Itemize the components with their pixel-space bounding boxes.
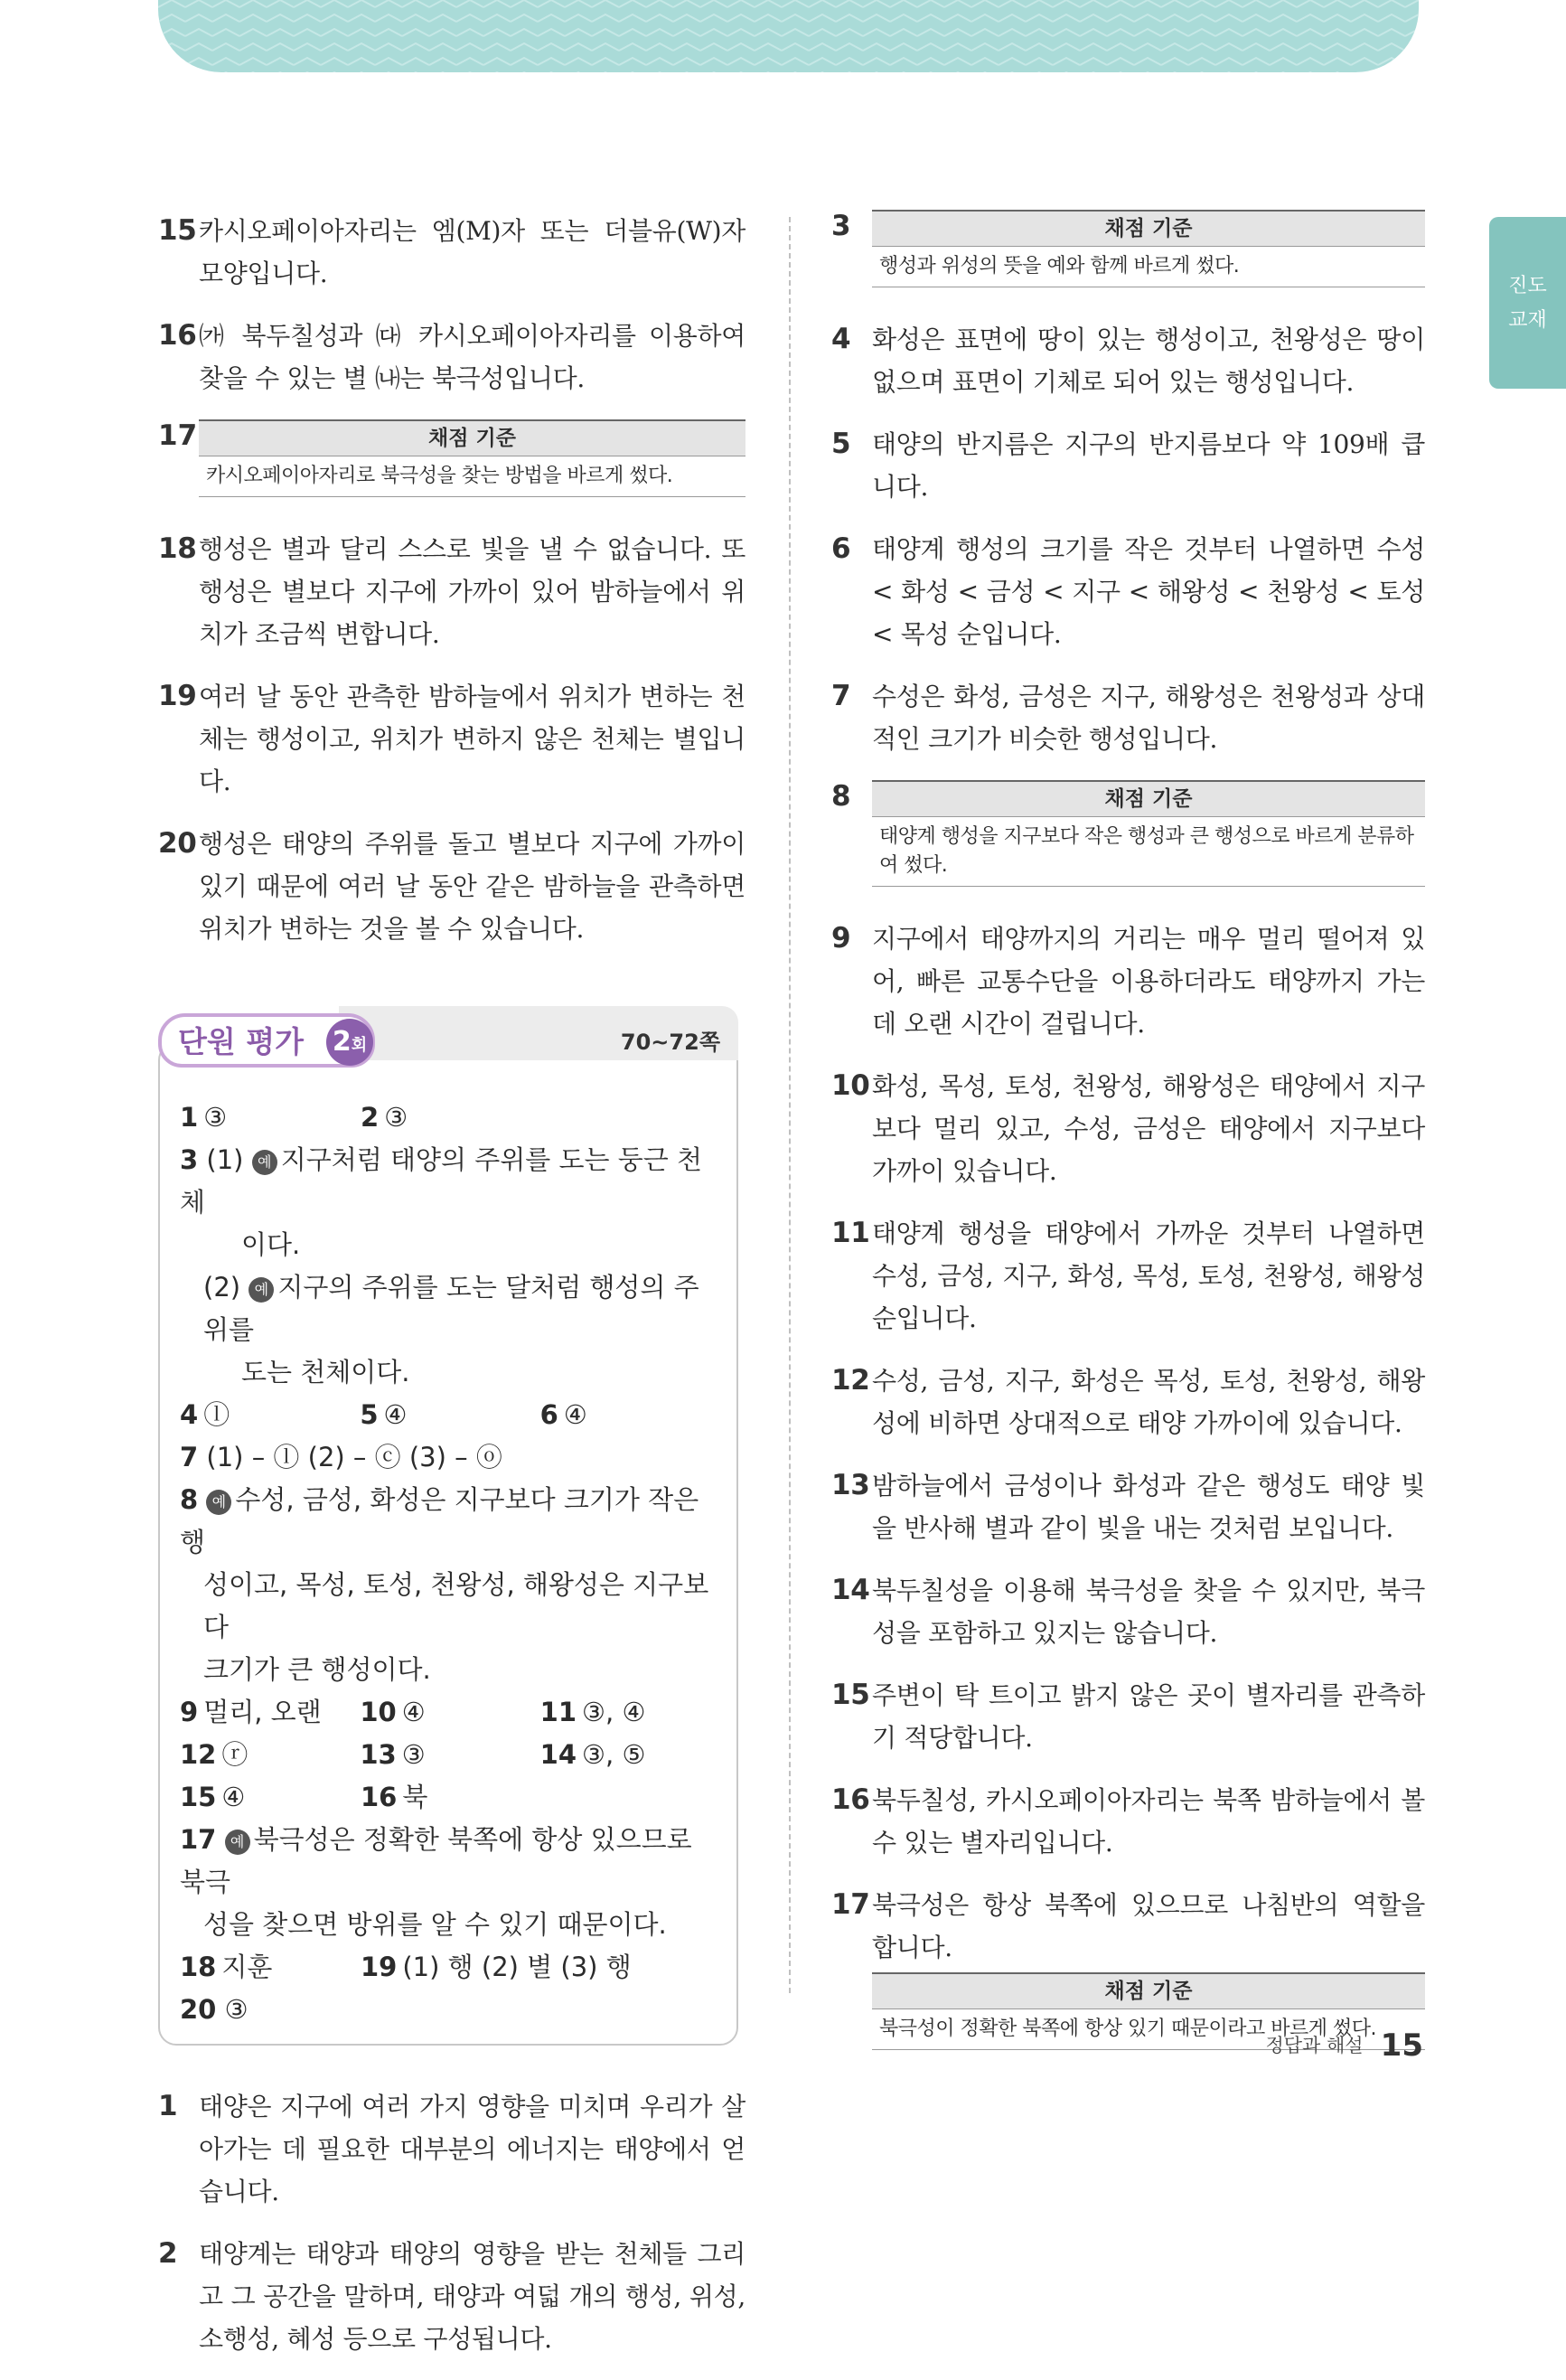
answer-item bbox=[831, 1359, 1425, 1444]
criteria-item bbox=[831, 210, 1425, 287]
answer-item bbox=[158, 315, 745, 400]
page-number: 15 bbox=[1380, 2027, 1423, 2064]
item-number: 9 bbox=[831, 922, 851, 955]
item-number: 17 bbox=[831, 1888, 870, 1921]
item-number: 14 bbox=[831, 1574, 870, 1606]
item-number: 7 bbox=[831, 680, 851, 712]
answer-item bbox=[831, 1569, 1425, 1654]
answer-row: 9 멀리, 오랜 10 ④ 11 ③, ④ bbox=[180, 1697, 646, 1727]
item-text: 화성, 목성, 토성, 천왕성, 해왕성은 태양에서 지구보다 멀리 있고, 수성, 금성은 태양에서 지구보다 가까이 있습니다. bbox=[872, 1071, 1425, 1186]
answer-item bbox=[158, 2085, 745, 2213]
criteria-body: 북극성이 정확한 북쪽에 항상 있기 때문이라고 바르게 썼다. bbox=[879, 2018, 1376, 2040]
answer-row: 15 ④ 16 북 bbox=[180, 1782, 428, 1812]
left-column bbox=[158, 210, 745, 2380]
answer-row: 12 ⓡ 13 ③ 14 ③, ⑤ bbox=[180, 1739, 646, 1770]
item-text: 행성은 태양의 주위를 돌고 별보다 지구에 가까이 있기 때문에 여러 날 동안 같은 밤하늘을 관측하면 위치가 변하는 것을 볼 수 있습니다. bbox=[199, 829, 745, 944]
answer-continuation: 성을 찾으면 방위를 알 수 있기 때문이다. bbox=[203, 1909, 667, 1940]
criteria-head: 채점 기준 bbox=[872, 1974, 1425, 2009]
item-text: 태양은 지구에 여러 가지 영향을 미치며 우리가 살아가는 데 필요한 대부분의 에너지는 태양에서 얻습니다. bbox=[199, 2092, 745, 2206]
item-number: 1 bbox=[158, 2090, 178, 2122]
answer-item bbox=[831, 917, 1425, 1045]
item-text: 북두칠성을 이용해 북극성을 찾을 수 있지만, 북극성을 포함하고 있지는 않습니다. bbox=[872, 1576, 1425, 1648]
answer-item bbox=[831, 318, 1425, 403]
answer-row: 1 ③ 2 ③ bbox=[180, 1102, 408, 1133]
item-text: 여러 날 동안 관측한 밤하늘에서 위치가 변하는 천체는 행성이고, 위치가 변하지 않은 천체는 별입니다. bbox=[199, 682, 745, 796]
answer-item bbox=[158, 528, 745, 655]
item-text: 밤하늘에서 금성이나 화성과 같은 행성도 태양 빛을 반사해 별과 같이 빛을 내는 것처럼 보입니다. bbox=[872, 1471, 1425, 1543]
footer-label: 정답과 해설 bbox=[1265, 2035, 1364, 2056]
answer-item bbox=[158, 675, 745, 803]
answer-item bbox=[831, 1779, 1425, 1864]
side-tab-line1: 진도 bbox=[1508, 275, 1547, 297]
unit-assessment-box bbox=[158, 1006, 738, 2046]
answer-item bbox=[831, 1212, 1425, 1340]
criteria-body: 카시오페이아자리로 북극성을 찾는 방법을 바르게 썼다. bbox=[206, 465, 673, 487]
item-text: ㈎ 북두칠성과 ㈐ 카시오페이아자리를 이용하여 찾을 수 있는 별 ㈏는 북극성입니다. bbox=[199, 321, 745, 393]
example-mark-icon: 예 bbox=[252, 1150, 277, 1175]
criteria-head: 채점 기준 bbox=[872, 212, 1425, 247]
answer-row: (2) 예 지구의 주위를 도는 달처럼 행성의 주위를 bbox=[203, 1272, 699, 1345]
page-footer bbox=[1265, 2027, 1423, 2064]
unit-pages: 70~72쪽 bbox=[620, 1030, 720, 1055]
criteria-body: 행성과 위성의 뜻을 예와 함께 바르게 썼다. bbox=[879, 255, 1240, 278]
criteria-item bbox=[158, 419, 745, 497]
unit-answers bbox=[158, 1042, 738, 2046]
answer-continuation: 도는 천체이다. bbox=[241, 1357, 410, 1388]
criteria-box bbox=[199, 419, 745, 497]
side-tab-line2: 교재 bbox=[1508, 309, 1547, 332]
answer-item bbox=[831, 675, 1425, 760]
answer-item bbox=[158, 823, 745, 950]
item-text: 지구에서 태양까지의 거리는 매우 멀리 떨어져 있어, 빠른 교통수단을 이용하더라도 태양까지 가는 데 오랜 시간이 걸립니다. bbox=[872, 924, 1425, 1039]
item-number: 6 bbox=[831, 532, 851, 565]
answer-row: 18 지훈 19 (1) 행 (2) 별 (3) 행 bbox=[180, 1952, 632, 1982]
criteria-head: 채점 기준 bbox=[872, 782, 1425, 817]
item-text: 주변이 탁 트이고 밝지 않은 곳이 별자리를 관측하기 적당합니다. bbox=[872, 1680, 1425, 1753]
item-number: 5 bbox=[831, 428, 851, 460]
unit-title: 단원 평가 bbox=[178, 1024, 305, 1059]
unit-round-suffix: 회 bbox=[351, 1036, 368, 1055]
item-number: 12 bbox=[831, 1364, 870, 1397]
item-text: 카시오페이아자리는 엠(M)자 또는 더블유(W)자 모양입니다. bbox=[199, 216, 745, 288]
answer-row: 20 ③ bbox=[180, 1994, 248, 2025]
example-mark-icon: 예 bbox=[248, 1277, 274, 1303]
answer-item bbox=[831, 1464, 1425, 1549]
unit-round-number: 2 bbox=[332, 1026, 352, 1058]
zigzag-pattern bbox=[158, 0, 1419, 72]
item-number: 15 bbox=[158, 214, 197, 247]
item-number: 4 bbox=[831, 323, 851, 355]
item-text: 태양계 행성을 태양에서 가까운 것부터 나열하면 수성, 금성, 지구, 화성, 목성, 토성, 천왕성, 해왕성 순입니다. bbox=[872, 1218, 1425, 1333]
item-text: 태양계는 태양과 태양의 영향을 받는 천체들 그리고 그 공간을 말하며, 태양과 여덟 개의 행성, 위성, 소행성, 혜성 등으로 구성됩니다. bbox=[199, 2239, 745, 2354]
item-number: 19 bbox=[158, 680, 197, 712]
answer-continuation: 성이고, 목성, 토성, 천왕성, 해왕성은 지구보다 bbox=[203, 1569, 709, 1642]
column-divider bbox=[789, 217, 791, 1993]
answer-row: 7 (1) – ⓛ (2) – ⓒ (3) – ⓞ bbox=[180, 1442, 502, 1472]
item-number: 13 bbox=[831, 1469, 870, 1501]
side-tab[interactable] bbox=[1489, 217, 1566, 389]
item-text: 화성은 표면에 땅이 있는 행성이고, 천왕성은 땅이 없으며 표면이 기체로 되어 있는 행성입니다. bbox=[872, 325, 1425, 397]
item-text: 수성은 화성, 금성은 지구, 해왕성은 천왕성과 상대적인 크기가 비슷한 행성입니다. bbox=[872, 682, 1425, 754]
answer-continuation: 이다. bbox=[241, 1229, 301, 1260]
item-text: 태양계 행성의 크기를 작은 것부터 나열하면 수성 < 화성 < 금성 < 지구 < 해왕성 < 천왕성 < 토성 < 목성 순입니다. bbox=[872, 534, 1425, 649]
criteria-head: 채점 기준 bbox=[199, 421, 745, 456]
example-mark-icon: 예 bbox=[206, 1490, 231, 1515]
item-text: 북극성은 항상 북쪽에 있으므로 나침반의 역할을 합니다. bbox=[872, 1890, 1425, 1962]
answer-continuation: 크기가 큰 행성이다. bbox=[203, 1654, 431, 1685]
answer-item bbox=[831, 1065, 1425, 1192]
item-number: 3 bbox=[831, 210, 851, 242]
criteria-item bbox=[831, 780, 1425, 887]
answer-item bbox=[831, 1884, 1425, 1969]
answer-item bbox=[831, 1674, 1425, 1759]
answer-row: 8 예 수성, 금성, 화성은 지구보다 크기가 작은 행 bbox=[180, 1484, 699, 1557]
item-number: 10 bbox=[831, 1069, 870, 1102]
item-number: 17 bbox=[158, 419, 198, 452]
answer-row: 3 (1) 예 지구처럼 태양의 주위를 도는 둥근 천체 bbox=[180, 1144, 703, 1218]
item-number: 20 bbox=[158, 827, 197, 860]
item-number: 2 bbox=[158, 2237, 178, 2270]
item-text: 북두칠성, 카시오페이아자리는 북쪽 밤하늘에서 볼 수 있는 별자리입니다. bbox=[872, 1785, 1425, 1858]
answer-item bbox=[831, 528, 1425, 655]
answer-row: 17 예 북극성은 정확한 북쪽에 항상 있으므로 북극 bbox=[180, 1824, 692, 1897]
answer-item bbox=[158, 210, 745, 295]
item-number: 8 bbox=[831, 780, 851, 813]
answer-row: 4 ⓛ 5 ④ 6 ④ bbox=[180, 1399, 587, 1430]
item-text: 행성은 별과 달리 스스로 빛을 낼 수 없습니다. 또 행성은 별보다 지구에 가까이 있어 밤하늘에서 위치가 조금씩 변합니다. bbox=[199, 534, 745, 649]
item-number: 11 bbox=[831, 1217, 870, 1249]
top-banner bbox=[158, 0, 1419, 72]
example-mark-icon: 예 bbox=[225, 1830, 250, 1855]
criteria-box bbox=[872, 210, 1425, 287]
criteria-body: 태양계 행성을 지구보다 작은 행성과 큰 행성으로 바르게 분류하여 썼다. bbox=[879, 825, 1414, 877]
item-text: 수성, 금성, 지구, 화성은 목성, 토성, 천왕성, 해왕성에 비하면 상대적으로 태양 가까이에 있습니다. bbox=[872, 1366, 1425, 1438]
criteria-box bbox=[872, 780, 1425, 887]
item-number: 16 bbox=[158, 319, 197, 352]
answer-item bbox=[831, 423, 1425, 508]
answer-item bbox=[158, 2233, 745, 2360]
item-number: 16 bbox=[831, 1783, 870, 1816]
item-text: 태양의 반지름은 지구의 반지름보다 약 109배 큽니다. bbox=[872, 429, 1425, 502]
item-number: 15 bbox=[831, 1679, 870, 1711]
unit-header bbox=[158, 1006, 738, 1078]
right-column bbox=[831, 210, 1425, 2081]
item-number: 18 bbox=[158, 532, 197, 565]
unit-round-badge bbox=[326, 1019, 373, 1066]
